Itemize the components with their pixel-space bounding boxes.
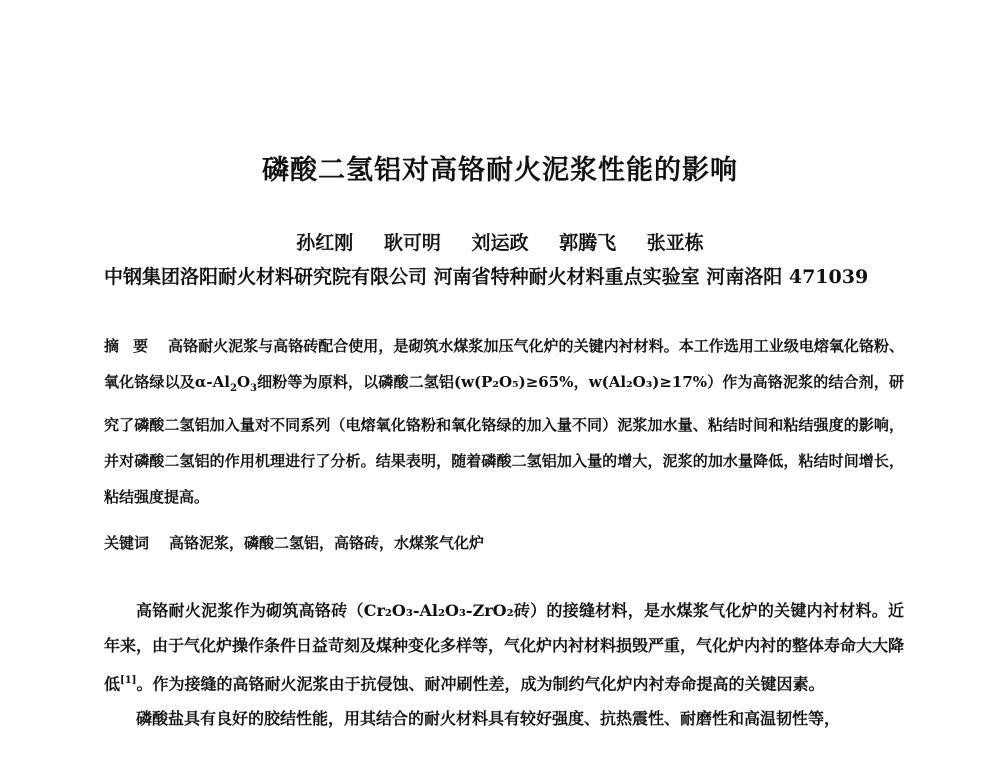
author-name: 郭腾飞 [559,232,617,254]
abstract-text-2: 细粉等为原料，以磷酸二氢铝( [257,373,462,391]
body-text [104,593,904,736]
keywords-label: 关键词 [104,534,150,552]
author-name: 耿可明 [383,232,441,254]
author-name: 刘运政 [471,232,529,254]
affiliation: 中钢集团洛阳耐火材料研究院有限公司 河南省特种耐火材料重点实验室 河南洛阳 471039 [104,266,869,288]
abstract-text-1: 高铬耐火泥浆与高铬砖配合使用，是砌筑水煤浆加压气化炉的关键内衬材料。本工作选用工业级电熔氧化铬粉、氧化铬绿以及α-Al [104,337,904,391]
abstract: 摘要 高铬耐火泥浆与高铬砖配合使用，是砌筑水煤浆加压气化炉的关键内衬材料。本工作选用工业级电熔氧化铬粉、氧化铬绿以及$\alpha-Al_2O_3$细粉等为原料，以磷酸二氢铝(w(P₂O₅)≥65%，w(Al₂O₃)≥17%）作为高铬泥浆的结合剂，研究了磷酸二氢铝加入量对不同系列（电熔氧化铬粉和氧化铬绿的加入量不同）泥浆加水量、粘结时间和粘结强度的影响，并对磷酸二氢铝的作用机理进行了分析。结果表明，随着磷酸二氢铝加入量的增大，泥浆的加水量降低，粘结时间增长，粘结强度提高。 [104,337,904,506]
body-paragraph: 磷酸盐具有良好的胶结性能，用其结合的耐火材料具有较好强度、抗热震性、耐磨性和高温韧性等， [136,709,841,729]
abstract-condition-1: w(P₂O₅)≥65% [461,373,574,391]
abstract-condition-2: w(Al₂O₃)≥17% [588,373,708,391]
abstract-text-3: 作为高铬泥浆的结合剂，研究了磷酸二氢铝加入量对不同系列（电熔氧化铬粉和氧化铬绿的加入量不同）泥浆加水量、粘结时间和粘结强度的影响，并对磷酸二氢铝的作用机理进行了分析。结果表明，随着磷酸二氢铝加入量的增大，泥浆的加水量降低，粘结时间增长，粘结强度提高。 [104,373,904,506]
author-name: 张亚栋 [646,232,704,254]
author-list [0,228,1000,255]
keywords-text: 高铬泥浆，磷酸二氢铝，高铬砖，水煤浆气化炉 [169,534,485,552]
citation-ref: [1] [120,675,137,686]
paper-title: 磷酸二氢铝对高铬耐火泥浆性能的影响 [262,155,738,186]
abstract-label: 摘要 [104,337,163,355]
author-name: 孙红刚 [296,232,354,254]
body-paragraph [104,593,904,701]
paragraph-text: 。作为接缝的高铬耐火泥浆由于抗侵蚀、耐冲刷性差，成为制约气化炉内衬寿命提高的关键因素。 [136,674,825,694]
keywords [104,532,904,553]
paragraph-text: 高铬耐火泥浆作为砌筑高铬砖（Cr₂O₃-Al₂O₃-ZrO₂砖）的接缝材料，是水煤浆气化炉的关键内衬材料。近年来，由于气化炉操作条件日益苛刻及煤种变化多样等，气化炉内衬材料损毁严重，气化炉内衬的整体寿命大大降低 [104,601,905,694]
